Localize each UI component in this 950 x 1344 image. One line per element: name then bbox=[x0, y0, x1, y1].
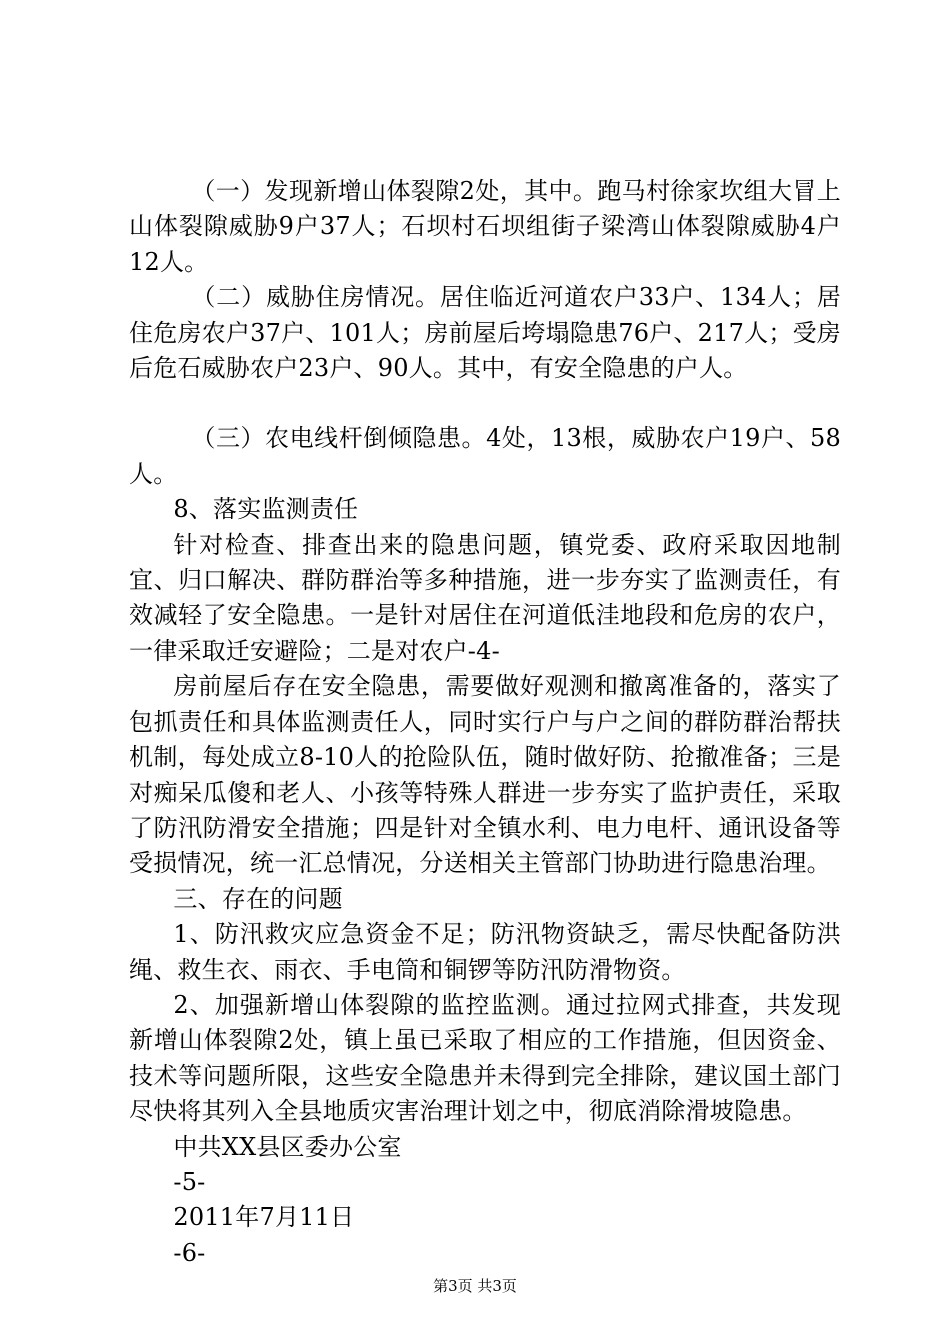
section-heading-monitoring: 8、落实监测责任 bbox=[173, 495, 359, 524]
paragraph-threat-housing: （二）威胁住房情况。居住临近河道农户33户、134人；居住危房农户37户、101人；房前屋后垮塌隐患76户、217人；受房后危石威胁农户23户、90人。其中，有安全隐患的户人。 bbox=[129, 283, 841, 383]
paragraph-problem-2: 2、加强新增山体裂隙的监控监测。通过拉网式排查，共发现新增山体裂隙2处，镇上虽已采取了相应的工作措施，但因资金、技术等问题所限，这些安全隐患并未得到完全排除，建议国土部门尽快将其列入全县地质灾害治理计划之中，彻底消除滑坡隐患。 bbox=[129, 990, 841, 1126]
paragraph-threat-cracks: （一）发现新增山体裂隙2处，其中。跑马村徐家坎组大冒上山体裂隙威胁9户37人；石坝村石坝组街子梁湾山体裂隙威胁4户12人。 bbox=[129, 177, 841, 276]
page-footer: 第3页 共3页 bbox=[433, 1277, 517, 1295]
paragraph-monitoring-2: 房前屋后存在安全隐患，需要做好观测和撤离准备的，落实了包抓责任和具体监测责任人，同时实行户与户之间的群防群治帮扶机制，每处成立8-10人的抢险队伍，随时做好防、抢撤准备；三是对痴呆瓜傻和老人、小孩等特殊人群进一步夯实了监护责任，采取了防汛防滑安全措施；四是针对全镇水利、电力电杆、通讯设备等受损情况，统一汇总情况，分送相关主管部门协助进行隐患治理。 bbox=[129, 672, 841, 878]
section-heading-problems: 三、存在的问题 bbox=[173, 884, 343, 913]
blank-line bbox=[129, 386, 841, 421]
page-mark-5: -5- bbox=[173, 1167, 206, 1196]
signature-org: 中共XX县区委办公室 bbox=[173, 1132, 402, 1161]
paragraph-problem-1: 1、防汛救灾应急资金不足；防汛物资缺乏，需尽快配备防洪绳、救生衣、雨衣、手电筒和铜锣等防汛防滑物资。 bbox=[129, 920, 841, 984]
page-mark-6: -6- bbox=[173, 1238, 206, 1267]
paragraph-threat-poles: （三）农电线杆倒倾隐患。4处，13根，威胁农户19户、58人。 bbox=[129, 424, 841, 488]
signature-date: 2011年7月11日 bbox=[173, 1203, 355, 1232]
document-body bbox=[129, 174, 841, 1271]
paragraph-monitoring-1: 针对检查、排查出来的隐患问题，镇党委、政府采取因地制宜、归口解决、群防群治等多种措施，进一步夯实了监测责任，有效减轻了安全隐患。一是针对居住在河道低洼地段和危房的农户，一律采取迁安避险；二是对农户-4- bbox=[129, 530, 841, 665]
